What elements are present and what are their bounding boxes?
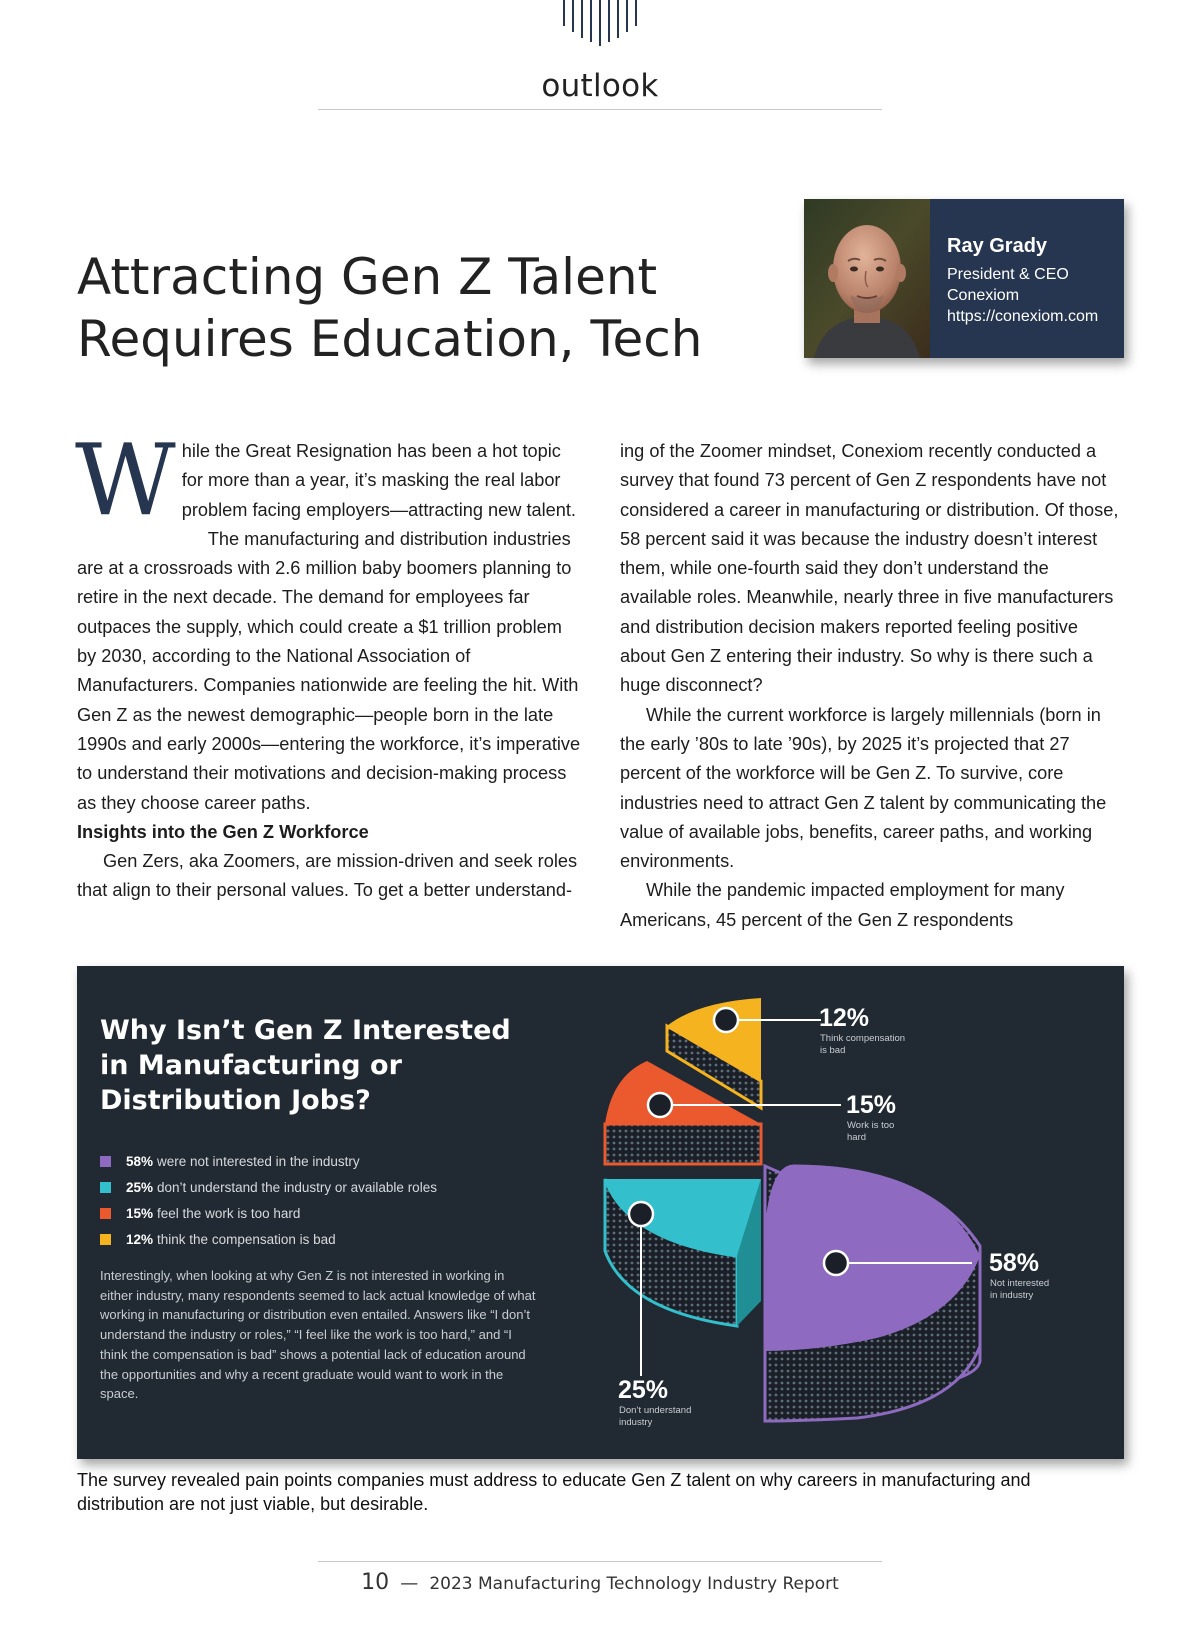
header-rule [318, 109, 882, 110]
legend-pct: 25% [126, 1179, 154, 1195]
header-ornament-lines [560, 0, 640, 46]
label-comp-pct: 12% [819, 1004, 870, 1032]
label-notint-line2: in industry [990, 1290, 1034, 1301]
paragraph-3-end: ing of the Zoomer mindset, Conexiom recently conducted a survey that found 73 percent of Gen Z respondents have not considered a career in manufacturing or distribution. Of those, 58 percent said it was because the industry doesn’t interest them, while one-fourth said they don’t understand the available roles. Meanwhile, nearly three in five manufacturers and distribution decision makers reported feeling positive about Gen Z entering their industry. So why is there such a huge disconnect? [620, 441, 1119, 696]
paragraph-4: While the current workforce is largely millennials (born in the early ’80s to late ’90s), by 2025 it’s projected that 27 percent of the workforce will be Gen Z. To survive, core industries need to attract Gen Z talent by communicating the value of available jobs, benefits, career paths, and working environments. [620, 704, 1107, 872]
author-photo [804, 199, 930, 358]
legend-text: don’t understand the industry or available roles [157, 1179, 437, 1195]
label-understand-line1: Don’t understand [619, 1405, 692, 1416]
infographic-caption: The survey revealed pain points companies must address to educate Gen Z talent on why careers in manufacturing and distribution are not just viable, but desirable. [77, 1470, 1031, 1514]
pie-slice-dont-understand [605, 1179, 761, 1326]
drop-cap: W [75, 424, 176, 538]
legend-text: were not interested in the industry [157, 1153, 360, 1169]
label-understand-line2: industry [619, 1417, 653, 1428]
label-hard-line1: Work is too [847, 1120, 895, 1131]
label-hard-pct: 15% [846, 1091, 897, 1119]
legend-pct: 12% [126, 1231, 154, 1247]
author-card [804, 199, 1124, 358]
author-url-link[interactable]: https://conexiom.com [947, 308, 1099, 325]
footer-separator: — [400, 1573, 419, 1594]
title-line-1: Attracting Gen Z Talent [77, 248, 658, 306]
label-notint-pct: 58% [989, 1249, 1040, 1277]
label-understand-pct: 25% [618, 1376, 669, 1404]
subheading: Insights into the Gen Z Workforce [77, 821, 369, 842]
footer-rule [318, 1561, 882, 1562]
infographic-note: Interestingly, when looking at why Gen Z is not interested in working in either industry, many respondents seemed to lack actual knowledge of what working in manufacturing or distribution even entailed. Answers like “I don’t understand the industry or roles,” “I feel like the work is too hard,” and “I think the compensation is bad” shows a potential lack of education around the opportunities and why a recent graduate would want to work in the space. [100, 1268, 536, 1402]
label-comp-line1: Think compensation [820, 1033, 906, 1044]
article-column-left [75, 424, 582, 906]
publication-name: 2023 Manufacturing Technology Industry Report [429, 1574, 839, 1594]
author-role: President & CEO [947, 266, 1069, 283]
label-hard-line2: hard [847, 1132, 867, 1143]
label-comp-line2: is bad [820, 1045, 846, 1056]
label-notint-line1: Not interested [990, 1278, 1050, 1289]
page-number: 10 [361, 1570, 390, 1595]
infographic-panel [77, 966, 1124, 1459]
article-column-right [620, 437, 1125, 935]
author-company: Conexiom [947, 287, 1020, 304]
author-name: Ray Grady [947, 235, 1048, 257]
pie-slice-not-interested [765, 1166, 980, 1421]
author-info [947, 235, 1098, 327]
infographic-title: Why Isn’t Gen Z Interested in Manufacturing or Distribution Jobs? [100, 1015, 511, 1116]
paragraph-3-start: Gen Zers, aka Zoomers, are mission-driven and seek roles that align to their personal values. To get a better understand- [77, 851, 578, 901]
paragraph-5: While the pandemic impacted employment for many Americans, 45 percent of the Gen Z respondents [620, 880, 1065, 930]
article-title [77, 246, 737, 370]
legend-text: feel the work is too hard [157, 1205, 301, 1221]
paragraph-intro-text: hile the Great Resignation has been a hot topic for more than a year, it’s masking the real labor problem facing employers—attracting new talent. [181, 441, 576, 520]
page-footer [0, 1570, 1200, 1595]
legend-pct: 15% [126, 1205, 154, 1221]
paragraph-2: The manufacturing and distribution industries are at a crossroads with 2.6 million baby boomers planning to retire in the next decade. The demand for employees far outpaces the supply, which could create a $1 trillion problem by 2030, according to the National Association of Manufacturers. Companies nationwide are feeling the hit. With Gen Z as the newest demographic—people born in the late 1990s and early 2000s—entering the workforce, it’s imperative to understand their motivations and decision-making process as they choose career paths. [77, 528, 581, 813]
title-line-2: Requires Education, Tech [77, 310, 703, 368]
legend-text: think the compensation is bad [157, 1231, 336, 1247]
exploded-pie-chart [77, 966, 1124, 1459]
legend-pct: 58% [126, 1153, 154, 1169]
section-label: outlook [541, 68, 659, 104]
paragraph-intro [75, 424, 582, 538]
